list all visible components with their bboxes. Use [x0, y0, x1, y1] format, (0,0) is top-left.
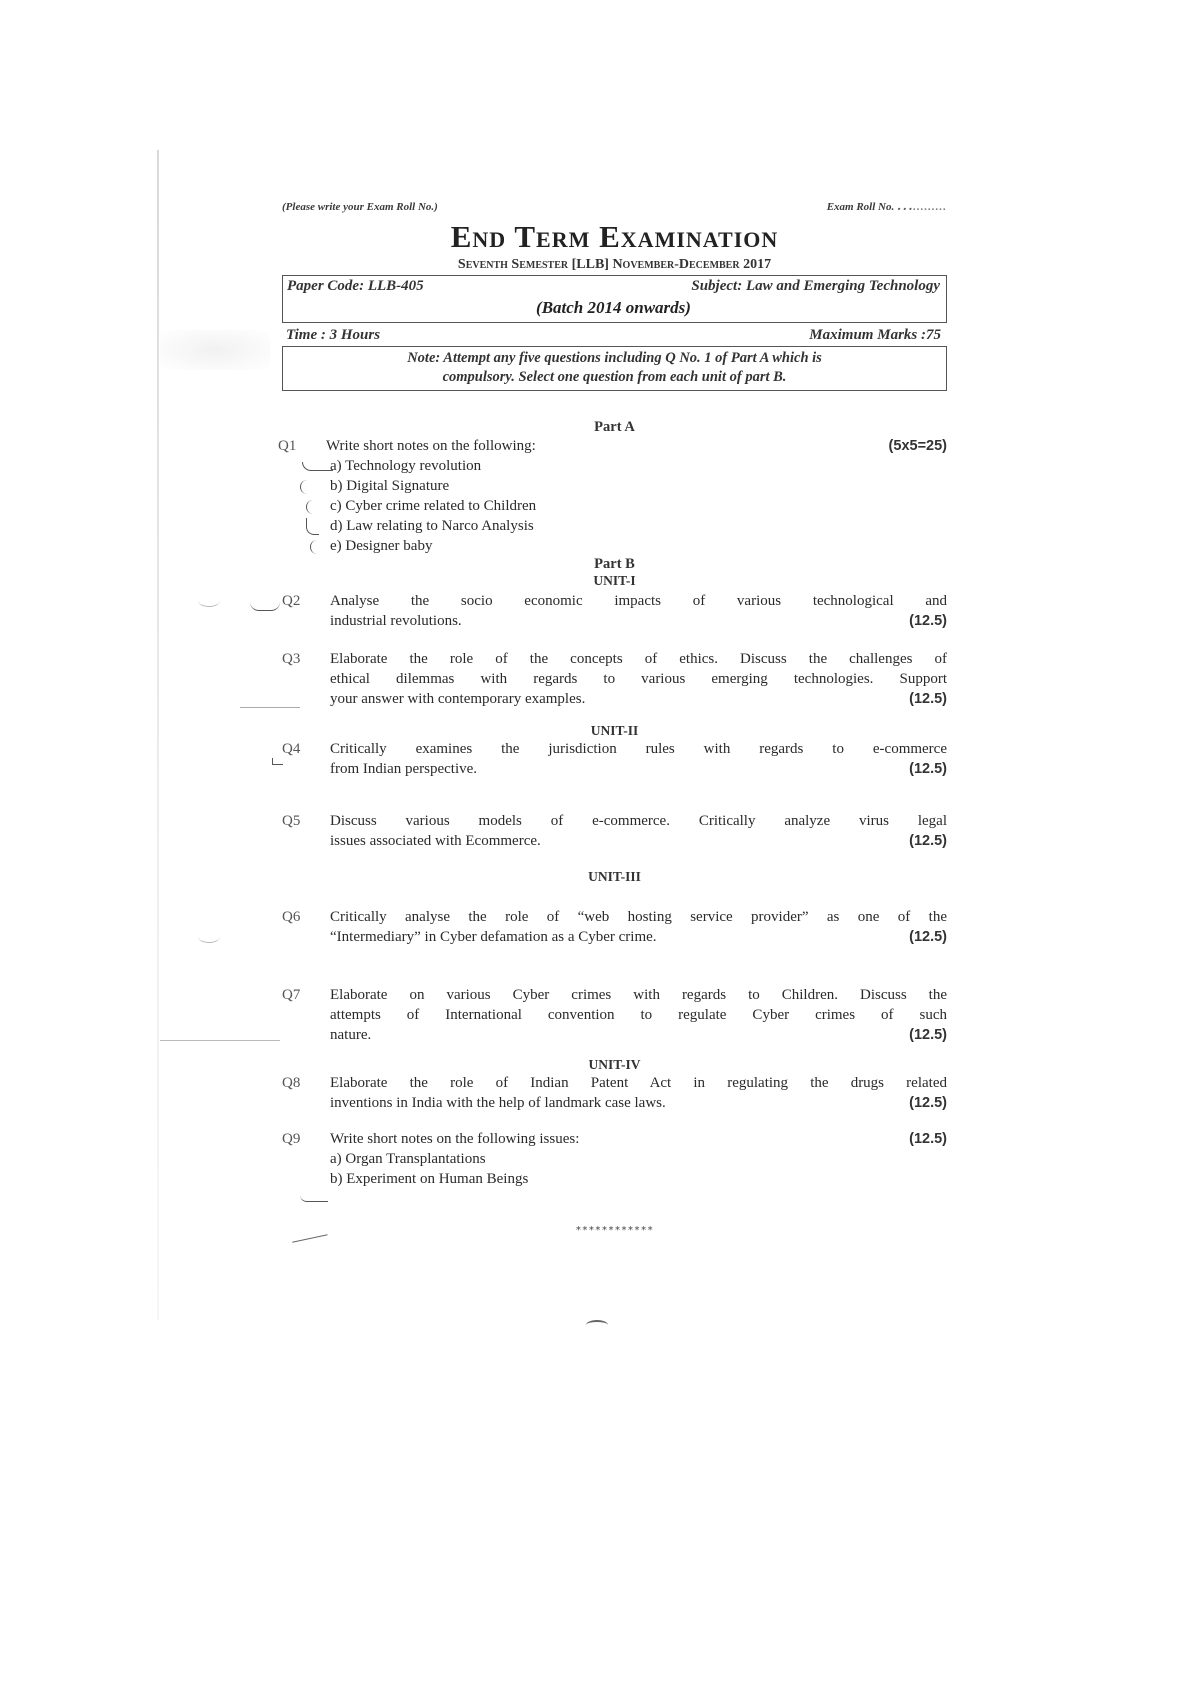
question-number: Q1 [278, 438, 297, 454]
maximum-marks: Maximum Marks :75 [809, 327, 941, 343]
question-number: Q2 [282, 593, 301, 609]
q1-item-c: c) Cyber crime related to Children [330, 498, 537, 514]
unit-4-heading: UNIT-IV [588, 1057, 641, 1072]
roll-number-field [827, 195, 947, 215]
pen-tick-q2 [250, 602, 280, 611]
pen-line-q3 [240, 707, 300, 709]
time-limit: Time : 3 Hours [286, 327, 381, 343]
question-marks: (12.5) [909, 833, 947, 849]
end-of-paper-stars: ************ [575, 1225, 654, 1236]
question-number: Q9 [282, 1131, 301, 1147]
punch-hole-mark-lower [198, 930, 220, 943]
paper-code: Paper Code: LLB-405 [287, 278, 424, 294]
pen-tick-q4 [272, 758, 283, 765]
q1-subitems [330, 456, 947, 556]
q1-item-e: e) Designer baby [330, 538, 433, 554]
q9-item-a: a) Organ Transplantations [330, 1151, 486, 1167]
pen-mark-bottom [586, 1320, 608, 1330]
question-number: Q8 [282, 1075, 301, 1091]
question-marks: (12.5) [909, 1095, 947, 1111]
question-number: Q3 [282, 651, 301, 667]
q1-item-a: a) Technology revolution [330, 458, 482, 474]
roll-dots: ......... [913, 201, 947, 213]
roll-handwritten-signature: … [896, 195, 914, 215]
note-line-2: compulsory. Select one question from each unit of part B. [442, 369, 787, 385]
question-number: Q6 [282, 909, 301, 925]
pen-tick-q1-c [306, 500, 317, 514]
question-text: Write short notes on the following issues: [330, 1131, 580, 1147]
paper-info-box [282, 275, 947, 323]
question-line: Elaborate the role of Indian Patent Act in regulating the drugs related [330, 1075, 947, 1091]
question-line: inventions in India with the help of landmark case laws. [330, 1095, 666, 1111]
punch-hole-mark-upper [198, 594, 220, 607]
question-line: Critically examines the jurisdiction rules with regards to e-commerce [330, 741, 947, 757]
q1-item-d: d) Law relating to Narco Analysis [330, 518, 534, 534]
question-q4 [282, 739, 947, 779]
question-q1 [278, 436, 947, 456]
question-line: “Intermediary” in Cyber defamation as a Cyber crime. [330, 929, 657, 945]
exam-title: End Term Examination [450, 219, 779, 254]
paper-batch: (Batch 2014 onwards) [536, 298, 691, 317]
q9-subitems [330, 1149, 947, 1189]
question-q9 [282, 1129, 947, 1149]
question-q6 [282, 907, 947, 947]
question-text: Write short notes on the following: [326, 438, 536, 454]
roll-prompt: (Please write your Exam Roll No.) [282, 201, 438, 213]
question-line: Elaborate the role of the concepts of ethics. Discuss the challenges of [330, 651, 947, 667]
pen-line-q7 [160, 1040, 280, 1042]
question-line: from Indian perspective. [330, 761, 478, 777]
unit-2-heading: UNIT-II [590, 723, 639, 738]
question-q2 [282, 591, 947, 631]
question-line: ethical dilemmas with regards to various emerging technologies. Support [330, 671, 947, 687]
question-line: your answer with contemporary examples. [330, 691, 586, 707]
question-q3 [282, 649, 947, 709]
question-line: Analyse the socio economic impacts of various technological and [330, 593, 947, 609]
question-marks: (12.5) [909, 691, 947, 707]
unit-3-heading: UNIT-III [588, 869, 641, 884]
paper-subject: Subject: Law and Emerging Technology [691, 278, 940, 294]
roll-label: Exam Roll No. [826, 201, 895, 213]
question-marks: (12.5) [909, 613, 947, 629]
scan-smudge [160, 330, 270, 370]
question-marks: (12.5) [909, 1131, 947, 1147]
question-marks: (5x5=25) [888, 438, 947, 454]
time-marks-row [282, 323, 947, 347]
question-line: nature. [330, 1027, 372, 1043]
pen-tick-q1-e [310, 540, 321, 554]
roll-number-row [282, 195, 947, 215]
question-q8 [282, 1073, 947, 1113]
pen-tick-q1-d [306, 518, 319, 535]
q1-item-b: b) Digital Signature [330, 478, 450, 494]
question-marks: (12.5) [909, 761, 947, 777]
question-number: Q4 [282, 741, 301, 757]
question-line: attempts of International convention to regulate Cyber crimes of such [330, 1007, 947, 1023]
instructions-note [282, 347, 947, 391]
unit-1-heading: UNIT-I [593, 573, 636, 588]
pen-tick-q1-b [300, 480, 311, 494]
exam-paper [278, 195, 947, 1236]
note-line-1: Note: Attempt any five questions including Q No. 1 of Part A which is [407, 350, 822, 366]
scan-edge [157, 150, 159, 1320]
q9-item-b: b) Experiment on Human Beings [330, 1171, 529, 1187]
question-number: Q5 [282, 813, 301, 829]
question-line: Critically analyse the role of “web hosting service provider” as one of the [330, 909, 947, 925]
pen-tick-q1-a [302, 462, 333, 471]
question-line: Discuss various models of e-commerce. Critically analyze virus legal [330, 813, 947, 829]
semester-line: Seventh Semester [LLB] November-December 2017 [457, 257, 772, 272]
question-marks: (12.5) [909, 1027, 947, 1043]
question-marks: (12.5) [909, 929, 947, 945]
pen-tick-q9-a [300, 1195, 328, 1202]
question-line: Elaborate on various Cyber crimes with regards to Children. Discuss the [330, 987, 947, 1003]
part-b-heading: Part B [594, 556, 635, 572]
question-line: industrial revolutions. [330, 613, 462, 629]
question-q7 [282, 985, 947, 1045]
question-number: Q7 [282, 987, 301, 1003]
question-q5 [282, 811, 947, 851]
question-line: issues associated with Ecommerce. [330, 833, 541, 849]
part-a-heading: Part A [594, 419, 635, 435]
